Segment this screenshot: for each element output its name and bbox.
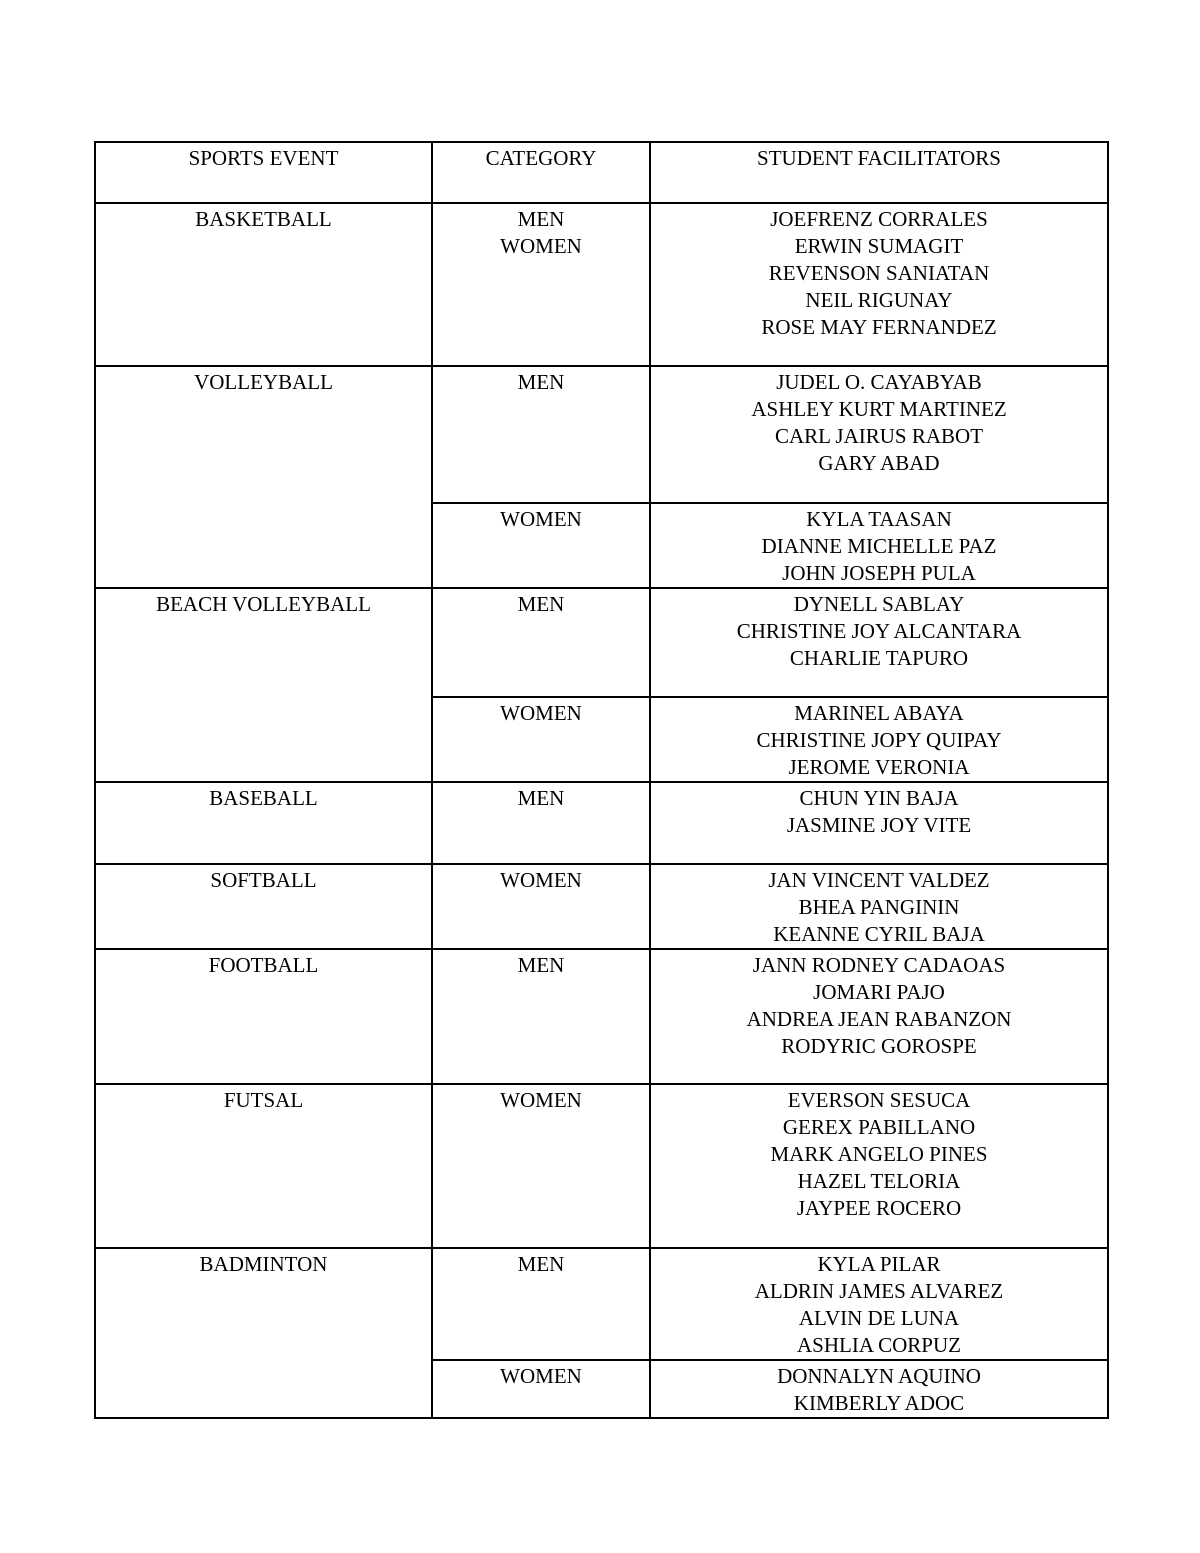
sports-event-cell xyxy=(95,203,432,366)
facilitators-cell-line: KEANNE CYRIL BAJA xyxy=(773,922,985,946)
facilitators-cell-line: CHRISTINE JOPY QUIPAY xyxy=(756,728,1002,752)
header-student-facilitators: STUDENT FACILITATORS xyxy=(650,142,1108,203)
facilitators-cell-line: CARL JAIRUS RABOT xyxy=(774,424,984,448)
facilitators-cell xyxy=(650,366,1108,503)
category-cell xyxy=(432,1360,650,1418)
facilitators-cell-line: KIMBERLY ADOC xyxy=(793,1391,965,1415)
category-cell xyxy=(432,1248,650,1360)
category-cell-line: WOMEN xyxy=(500,234,582,258)
facilitators-cell-line: JOMARI PAJO xyxy=(813,980,945,1004)
facilitators-cell-line: DIANNE MICHELLE PAZ xyxy=(761,534,997,558)
facilitators-cell-line: JAN VINCENT VALDEZ xyxy=(768,868,990,892)
facilitators-cell-line: GARY ABAD xyxy=(818,451,940,475)
category-cell-line: WOMEN xyxy=(500,701,582,725)
facilitators-cell-line: ALVIN DE LUNA xyxy=(798,1306,960,1330)
sports-event-cell xyxy=(95,1248,432,1418)
category-cell-line: WOMEN xyxy=(500,868,582,892)
category-cell-line: MEN xyxy=(517,786,565,810)
table-row xyxy=(95,864,1108,949)
table-row xyxy=(95,1084,1108,1248)
facilitators-cell-line: CHARLIE TAPURO xyxy=(789,646,969,670)
sports-event-name: FOOTBALL xyxy=(208,953,319,977)
facilitators-cell-line: JUDEL O. CAYABYAB xyxy=(776,370,982,394)
header-category: CATEGORY xyxy=(432,142,650,203)
facilitators-cell xyxy=(650,949,1108,1084)
table-row xyxy=(95,366,1108,503)
category-cell-line: MEN xyxy=(517,592,565,616)
table-row xyxy=(95,203,1108,366)
facilitators-cell-line: KYLA TAASAN xyxy=(806,507,952,531)
sports-event-cell xyxy=(95,1084,432,1248)
facilitators-table xyxy=(94,141,1109,1419)
facilitators-cell xyxy=(650,203,1108,366)
facilitators-cell-line: JANN RODNEY CADAOAS xyxy=(752,953,1006,977)
facilitators-cell-line: EVERSON SESUCA xyxy=(787,1088,971,1112)
category-cell-line: WOMEN xyxy=(500,1088,582,1112)
facilitators-cell xyxy=(650,1084,1108,1248)
facilitators-cell xyxy=(650,1248,1108,1360)
facilitators-cell-line: NEIL RIGUNAY xyxy=(805,288,953,312)
facilitators-cell xyxy=(650,588,1108,697)
facilitators-cell-line: MARINEL ABAYA xyxy=(794,701,964,725)
facilitators-cell-line: ASHLIA CORPUZ xyxy=(797,1333,961,1357)
sports-event-name: BASKETBALL xyxy=(195,207,332,231)
sports-event-cell xyxy=(95,588,432,782)
facilitators-cell xyxy=(650,864,1108,949)
sports-event-name: BEACH VOLLEYBALL xyxy=(156,592,371,616)
facilitators-cell xyxy=(650,1360,1108,1418)
category-cell xyxy=(432,864,650,949)
facilitators-cell-line: MARK ANGELO PINES xyxy=(770,1142,988,1166)
category-cell-line: MEN xyxy=(517,370,565,394)
facilitators-cell-line: CHUN YIN BAJA xyxy=(799,786,959,810)
category-cell xyxy=(432,782,650,864)
sports-event-cell xyxy=(95,949,432,1084)
facilitators-cell-line: ROSE MAY FERNANDEZ xyxy=(761,315,997,339)
category-cell xyxy=(432,503,650,588)
sports-event-cell xyxy=(95,864,432,949)
sports-event-name: BADMINTON xyxy=(199,1252,328,1276)
category-cell xyxy=(432,588,650,697)
facilitators-cell xyxy=(650,503,1108,588)
facilitators-cell-line: JAYPEE ROCERO xyxy=(796,1196,962,1220)
facilitators-cell xyxy=(650,782,1108,864)
sports-event-cell xyxy=(95,782,432,864)
facilitators-cell-line: ASHLEY KURT MARTINEZ xyxy=(751,397,1007,421)
facilitators-cell-line: DONNALYN AQUINO xyxy=(777,1364,981,1388)
facilitators-cell-line: BHEA PANGININ xyxy=(798,895,960,919)
category-cell xyxy=(432,1084,650,1248)
facilitators-cell-line: CHRISTINE JOY ALCANTARA xyxy=(736,619,1022,643)
category-cell-line: WOMEN xyxy=(500,1364,582,1388)
facilitators-cell-line: ALDRIN JAMES ALVAREZ xyxy=(754,1279,1004,1303)
facilitators-cell-line: JOHN JOSEPH PULA xyxy=(782,561,976,585)
facilitators-cell-line: RODYRIC GOROSPE xyxy=(781,1034,977,1058)
facilitators-cell-line: ERWIN SUMAGIT xyxy=(794,234,964,258)
category-cell xyxy=(432,366,650,503)
facilitators-cell-line: DYNELL SABLAY xyxy=(793,592,965,616)
sports-event-name: FUTSAL xyxy=(223,1088,304,1112)
table-row xyxy=(95,949,1108,1084)
category-cell-line: MEN xyxy=(517,1252,565,1276)
sports-event-name: SOFTBALL xyxy=(210,868,317,892)
category-cell xyxy=(432,949,650,1084)
table-row xyxy=(95,782,1108,864)
facilitators-cell-line: HAZEL TELORIA xyxy=(797,1169,961,1193)
table-row xyxy=(95,1248,1108,1360)
category-cell-line: MEN xyxy=(517,207,565,231)
facilitators-cell-line: JOEFRENZ CORRALES xyxy=(770,207,988,231)
header-sports-event: SPORTS EVENT xyxy=(95,142,432,203)
sports-event-name: BASEBALL xyxy=(209,786,318,810)
facilitators-cell-line: JASMINE JOY VITE xyxy=(786,813,972,837)
category-cell xyxy=(432,697,650,782)
facilitators-cell xyxy=(650,697,1108,782)
facilitators-cell-line: ANDREA JEAN RABANZON xyxy=(746,1007,1012,1031)
category-cell-line: WOMEN xyxy=(500,507,582,531)
facilitators-cell-line: KYLA PILAR xyxy=(817,1252,941,1276)
facilitators-cell-line: REVENSON SANIATAN xyxy=(768,261,990,285)
sports-event-cell xyxy=(95,366,432,588)
table-row xyxy=(95,588,1108,697)
category-cell-line: MEN xyxy=(517,953,565,977)
category-cell xyxy=(432,203,650,366)
sports-event-name: VOLLEYBALL xyxy=(194,370,333,394)
facilitators-cell-line: GEREX PABILLANO xyxy=(782,1115,976,1139)
header-row xyxy=(95,142,1108,203)
facilitators-cell-line: JEROME VERONIA xyxy=(788,755,970,779)
